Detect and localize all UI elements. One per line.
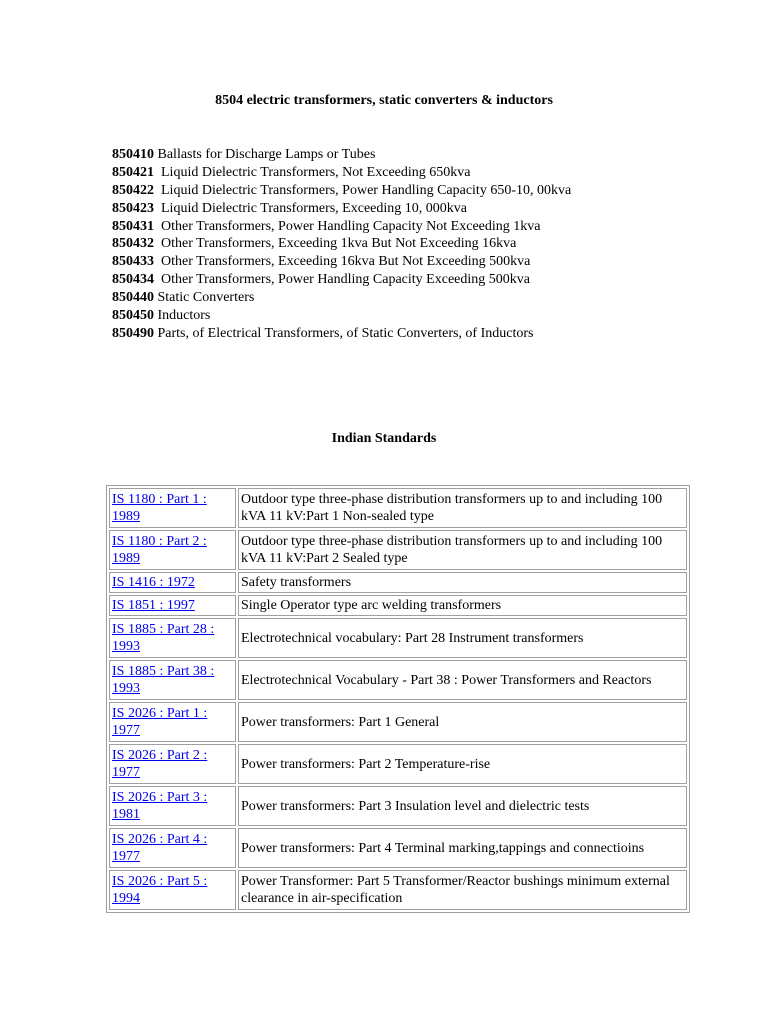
hs-code: 850421 <box>112 164 154 180</box>
standard-description: Power transformers: Part 4 Terminal marking,tappings and connectioins <box>238 828 687 868</box>
list-item <box>112 271 571 289</box>
standard-description: Outdoor type three-phase distribution transformers up to and including 100 kVA 11 kV:Part 1 Non-sealed type <box>238 488 687 528</box>
hs-code: 850440 <box>112 290 154 306</box>
list-item <box>112 325 571 343</box>
table-row <box>109 660 687 700</box>
table-row <box>109 828 687 868</box>
hs-code: 850434 <box>112 272 154 288</box>
hs-description: Other Transformers, Exceeding 1kva But Not Exceeding 16kva <box>154 236 517 252</box>
standard-code-cell <box>109 870 236 910</box>
standard-link[interactable]: IS 1180 : Part 2 : 1989 <box>112 534 207 566</box>
standard-code-cell <box>109 488 236 528</box>
table-row <box>109 744 687 784</box>
standard-code-cell <box>109 702 236 742</box>
hs-code: 850422 <box>112 182 154 198</box>
standard-description: Outdoor type three-phase distribution transformers up to and including 100 kVA 11 kV:Part 2 Sealed type <box>238 530 687 570</box>
list-item <box>112 200 571 218</box>
table-row <box>109 702 687 742</box>
hs-description: Other Transformers, Power Handling Capacity Not Exceeding 1kva <box>154 218 541 234</box>
standard-link[interactable]: IS 1885 : Part 38 : 1993 <box>112 664 215 696</box>
standard-description: Electrotechnical Vocabulary - Part 38 : Power Transformers and Reactors <box>238 660 687 700</box>
hs-code-list <box>112 146 571 343</box>
list-item <box>112 182 571 200</box>
table-row <box>109 530 687 570</box>
standard-code-cell <box>109 786 236 826</box>
table-row <box>109 595 687 616</box>
hs-code: 850431 <box>112 218 154 234</box>
hs-code: 850490 <box>112 325 154 341</box>
standard-link[interactable]: IS 1851 : 1997 <box>112 598 195 613</box>
standard-code-cell <box>109 744 236 784</box>
list-item <box>112 146 571 164</box>
list-item <box>112 253 571 271</box>
table-row <box>109 786 687 826</box>
hs-code: 850410 <box>112 147 154 162</box>
standard-link[interactable]: IS 2026 : Part 5 : 1994 <box>112 874 208 906</box>
standard-link[interactable]: IS 1180 : Part 1 : 1989 <box>112 492 207 524</box>
standard-description: Power transformers: Part 2 Temperature-rise <box>238 744 687 784</box>
hs-description: Ballasts for Discharge Lamps or Tubes <box>154 147 376 162</box>
standard-description: Power transformers: Part 1 General <box>238 702 687 742</box>
standard-link[interactable]: IS 2026 : Part 1 : 1977 <box>112 706 208 738</box>
hs-code: 850433 <box>112 254 154 270</box>
standard-code-cell <box>109 618 236 658</box>
standard-link[interactable]: IS 2026 : Part 2 : 1977 <box>112 748 208 780</box>
hs-description: Liquid Dielectric Transformers, Exceeding 10, 000kva <box>154 200 467 216</box>
standard-description: Safety transformers <box>238 572 687 593</box>
page-title: 8504 electric transformers, static converters & inductors <box>215 93 553 108</box>
hs-description: Inductors <box>154 308 211 324</box>
standards-table <box>106 485 690 913</box>
hs-description: Other Transformers, Exceeding 16kva But Not Exceeding 500kva <box>154 254 531 270</box>
hs-code: 850450 <box>112 308 154 324</box>
hs-code: 850423 <box>112 200 154 216</box>
standard-link[interactable]: IS 2026 : Part 4 : 1977 <box>112 832 208 864</box>
hs-description: Liquid Dielectric Transformers, Not Exceeding 650kva <box>154 164 471 180</box>
hs-description: Other Transformers, Power Handling Capacity Exceeding 500kva <box>154 272 530 288</box>
table-row <box>109 572 687 593</box>
standard-code-cell <box>109 828 236 868</box>
standard-link[interactable]: IS 1885 : Part 28 : 1993 <box>112 622 215 654</box>
table-row <box>109 488 687 528</box>
table-row <box>109 870 687 910</box>
standard-code-cell <box>109 595 236 616</box>
list-item <box>112 164 571 182</box>
standard-code-cell <box>109 530 236 570</box>
standard-description: Single Operator type arc welding transformers <box>238 595 687 616</box>
list-item <box>112 289 571 307</box>
list-item <box>112 218 571 236</box>
list-item <box>112 307 571 325</box>
standard-link[interactable]: IS 1416 : 1972 <box>112 575 195 590</box>
hs-description: Liquid Dielectric Transformers, Power Handling Capacity 650-10, 00kva <box>154 182 572 198</box>
hs-description: Parts, of Electrical Transformers, of Static Converters, of Inductors <box>154 325 534 341</box>
standard-code-cell <box>109 572 236 593</box>
list-item <box>112 235 571 253</box>
standard-link[interactable]: IS 2026 : Part 3 : 1981 <box>112 790 208 822</box>
standard-description: Electrotechnical vocabulary: Part 28 Instrument transformers <box>238 618 687 658</box>
standards-heading: Indian Standards <box>331 431 437 446</box>
standard-description: Power transformers: Part 3 Insulation level and dielectric tests <box>238 786 687 826</box>
standard-description: Power Transformer: Part 5 Transformer/Reactor bushings minimum external clearance in air-specification <box>238 870 687 910</box>
standard-code-cell <box>109 660 236 700</box>
hs-code: 850432 <box>112 236 154 252</box>
hs-description: Static Converters <box>154 290 255 306</box>
table-row <box>109 618 687 658</box>
